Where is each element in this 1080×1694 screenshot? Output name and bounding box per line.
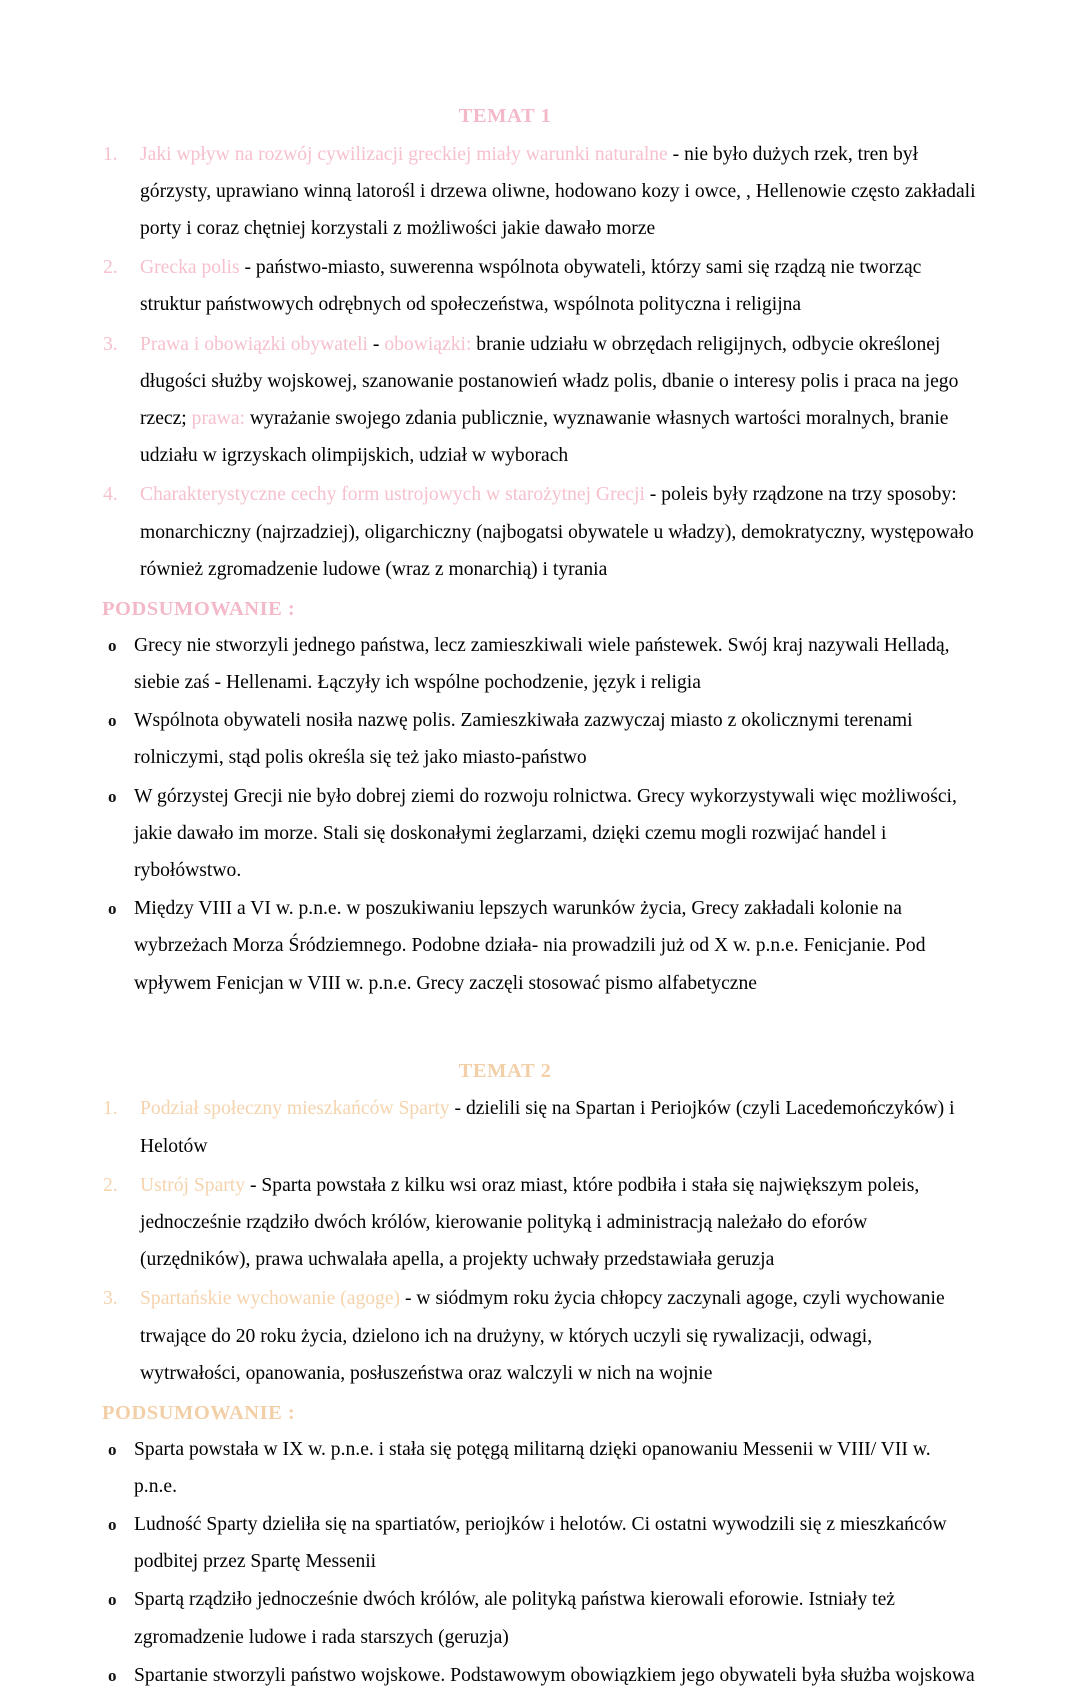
ring-bullet-icon: o — [108, 711, 117, 731]
list-item-answer: poleis były rządzone na trzy sposoby: monarchiczny (najrzadziej), oligarchiczny (najbogatsi obywatele u władzy), demokratyczny, występowało również zgromadzenie ludowe (wraz z monarchią) i tyrania — [140, 484, 974, 580]
section-heading-temat-1: TEMAT 1 — [458, 105, 552, 127]
summary-point-text: Spartanie stworzyli państwo wojskowe. Podstawowym obowiązkiem jego obywateli była służba wojskowa — [134, 1664, 975, 1686]
ring-bullet-icon: o — [108, 1665, 117, 1685]
ring-bullet-icon: o — [108, 635, 117, 655]
list-item — [108, 1657, 976, 1694]
list-item-number: 4. — [103, 484, 118, 506]
list-item-number: 1. — [103, 143, 118, 165]
list-item — [108, 1581, 976, 1655]
list-item-separator: - — [449, 1098, 466, 1120]
list-item-term: Ustrój Sparty — [140, 1174, 246, 1196]
list-item-subterm-obowiazki: obowiązki: — [384, 333, 472, 355]
list-item-separator: - — [245, 1174, 262, 1196]
list-item-answer: nie było dużych rzek, tren był górzysty, uprawiano winną latorośl i drzewa oliwne, hodowano kozy i owce, , Hellenowie często zakładali porty i coraz chętniej korzystali z możliwości jakie dawało morze — [140, 143, 976, 240]
list-item-number: 3. — [103, 1288, 118, 1310]
list-item — [103, 136, 976, 248]
summary-point-text: Między VIII a VI w. p.n.e. w poszukiwaniu lepszych warunków życia, Grecy zakładali kolonie na wybrzeżach Morza Śródziemnego. Podobne działa- nia prowadzili już od X w. p.n.e. Fenicjanie. Pod wpływem Fenicjan w VIII w. p.n.e. Grecy zaczęli stosować pismo alfabetyczne — [134, 898, 926, 994]
list-item-answer: państwo-miasto, suwerenna wspólnota obywateli, którzy sami się rządzą nie tworząc struktur państwowych odrębnych od społeczeństwa, wspólnota polityczna i religijna — [140, 257, 922, 316]
list-item-answer: w siódmym roku życia chłopcy zaczynali agoge, czyli wychowanie trwające do 20 roku życia, dzielono ich na drużyny, w których uczyli się rywalizacji, odwagi, wytrwałości, opanowania, posłuszeństwa oraz walczyli w nich na wojnie — [140, 1288, 945, 1384]
numbered-list-temat-2 — [100, 1090, 976, 1392]
list-item-subterm-prawa: prawa: — [186, 408, 245, 430]
list-item — [103, 326, 976, 475]
list-item — [103, 1280, 976, 1392]
list-item-term: Spartańskie wychowanie (agoge) — [140, 1288, 401, 1310]
list-item — [103, 249, 976, 323]
list-item — [103, 1090, 976, 1164]
summary-point-text: Ludność Sparty dzieliła się na spartiatów, periojków i helotów. Ci ostatni wywodzili się z mieszkańców podbitej przez Spartę Messenii — [134, 1514, 947, 1573]
section-temat-1 — [100, 104, 976, 1002]
list-item — [108, 890, 976, 1002]
section-temat-2 — [100, 1059, 976, 1694]
list-item — [108, 627, 976, 701]
summary-point-text: Grecy nie stworzyli jednego państwa, lecz zamieszkiwali wiele państewek. Swój kraj nazywali Helladą, siebie zaś - Hellenami. Łączyły ich wspólne pochodzenie, język i religia — [134, 634, 950, 693]
summary-point-text: W górzystej Grecji nie było dobrej ziemi do rozwoju rolnictwa. Grecy wykorzystywali więc możliwości, jakie dawało im morze. Stali się doskonałymi żeglarzami, dzięki czemu mogli rozwijać handel i rybołówstwo. — [134, 785, 957, 881]
list-item-answer: branie udziału w obrzędach religijnych, odbycie określonej długości służby wojskowej, szanowanie postanowień władz polis, dbanie o interesy polis i praca na jego rzecz; — [140, 333, 959, 430]
list-item-number: 1. — [103, 1098, 118, 1120]
summary-point-text: Sparta powstała w IX w. p.n.e. i stała się potęgą militarną dzięki opanowaniu Messenii w VIII/ VII w. p.n.e. — [134, 1438, 931, 1497]
list-item-separator: - — [667, 143, 685, 165]
list-item-term: Grecka polis — [140, 257, 240, 279]
list-item — [108, 1506, 976, 1580]
list-item — [103, 1167, 976, 1279]
summary-heading-temat-2: PODSUMOWANIE : — [102, 1401, 296, 1424]
list-item — [103, 476, 976, 588]
ring-bullet-icon: o — [108, 1590, 117, 1610]
list-item-number: 2. — [103, 1174, 118, 1196]
ring-bullet-icon: o — [108, 1439, 117, 1459]
list-item-term: Prawa i obowiązki obywateli — [140, 333, 368, 355]
section-heading-temat-2: TEMAT 2 — [458, 1059, 552, 1082]
summary-point-text: Spartą rządziło jednocześnie dwóch królów, ale polityką państwa kierowali eforowie. Istniały też zgromadzenie ludowe i rada starszych (geruzja) — [134, 1589, 895, 1648]
list-item — [108, 702, 976, 776]
list-item-number: 2. — [103, 257, 118, 279]
list-item-separator: - — [239, 257, 256, 279]
list-item-answer: Sparta powstała z kilku wsi oraz miast, które podbiła i stała się największym poleis, jednocześnie rządziło dwóch królów, kierowanie polityką i administracją należało do eforów (urzędników), prawa uchwalała apella, a projekty uchwały przedstawiała geruzja — [140, 1174, 920, 1271]
ring-bullet-icon: o — [108, 1515, 117, 1535]
ring-bullet-icon: o — [108, 786, 117, 806]
list-item — [108, 1431, 976, 1505]
summary-heading-temat-1: PODSUMOWANIE : — [102, 598, 296, 621]
list-item-term: Jaki wpływ na rozwój cywilizacji greckiej miały warunki naturalne — [140, 143, 668, 165]
ring-bullet-icon: o — [108, 899, 117, 919]
summary-point-text: Wspólnota obywateli nosiła nazwę polis. Zamieszkiwała zazwyczaj miasto z okolicznymi terenami rolniczymi, stąd polis określa się też jako miasto-państwo — [134, 710, 913, 769]
list-item-number: 3. — [103, 333, 118, 355]
summary-list-temat-1 — [100, 627, 976, 1002]
summary-list-temat-2 — [100, 1431, 976, 1694]
section-gap — [100, 1003, 976, 1059]
numbered-list-temat-1 — [100, 136, 976, 588]
list-item-separator: - — [400, 1288, 417, 1310]
list-item-answer-2: wyrażanie swojego zdania publicznie, wyznawanie własnych wartości moralnych, branie udziału w igrzyskach olimpijskich, udział w wyborach — [140, 408, 949, 467]
list-item-separator: - — [644, 484, 662, 506]
list-item-term: Charakterystyczne cechy form ustrojowych w starożytnej Grecji — [140, 484, 645, 506]
list-item-answer: dzielili się na Spartan i Periojków (czyli Lacedemończyków) i Helotów — [140, 1098, 955, 1157]
list-item — [108, 778, 976, 890]
list-item-term: Podział społeczny mieszkańców Sparty — [140, 1098, 450, 1120]
list-item-separator: - — [368, 333, 385, 355]
